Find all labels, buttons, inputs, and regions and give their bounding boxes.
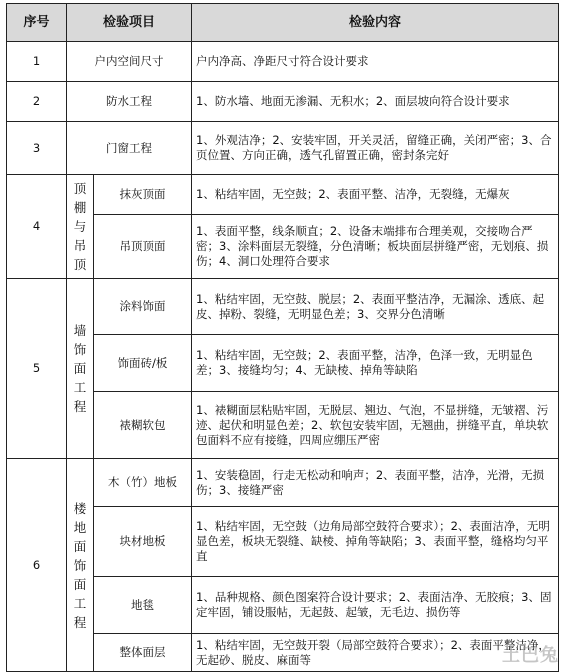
row-number: 1 [7,42,67,82]
sub-item-name: 饰面砖/板 [94,335,192,392]
sub-item-name: 地毯 [94,577,192,634]
row-number: 6 [7,459,67,672]
inspection-table [6,3,559,672]
group-label: 楼地面饰面工程 [67,459,94,672]
sub-item-content: 1、粘结牢固，无空鼓、脱层；2、表面平整洁净，无漏涂、透底、起皮、掉粉、裂缝，无明显色差；3、交界分色清晰 [192,279,559,335]
sub-item-content: 1、表面平整，线条顺直；2、设备末端排布合理美观，交接吻合严密；3、涂料面层无裂缝，分色清晰；板块面层拼缝严密，无划痕、损伤；4、洞口处理符合要求 [192,215,559,279]
row-number: 5 [7,279,67,459]
table-row [7,42,559,82]
item-content: 户内净高、净距尺寸符合设计要求 [192,42,559,82]
table-row [7,279,559,335]
item-name: 防水工程 [67,82,192,122]
item-content: 1、防水墙、地面无渗漏、无积水；2、面层坡向符合设计要求 [192,82,559,122]
group-label: 墙饰面工程 [67,279,94,459]
table-row [7,175,559,215]
sub-item-content: 1、粘结牢固，无空鼓（边角局部空鼓符合要求）；2、表面洁净，无明显色差，板块无裂缝、缺棱、掉角等缺陷；3、表面平整，缝格均匀平直 [192,507,559,577]
header-item: 检验项目 [67,4,192,42]
table-row [7,459,559,507]
item-content: 1、外观洁净；2、安装牢固，开关灵活，留缝正确，关闭严密；3、合页位置、方向正确，透气孔留置正确，密封条完好 [192,122,559,175]
sub-item-content: 1、裱糊面层粘贴牢固，无脱层、翘边、气泡，不显拼缝，无皱褶、污迹、起伏和明显色差；2、软包安装牢固，无翘曲，拼缝平直，单块软包面料不应有接缝，四周应绷压严密 [192,392,559,459]
sub-item-content: 1、粘结牢固，无空鼓开裂（局部空鼓符合要求）；2、表面平整洁净，无起砂、脱皮、麻面等 [192,634,559,672]
sub-item-name: 木（竹）地板 [94,459,192,507]
sub-item-content: 1、粘结牢固，无空鼓；2、表面平整、洁净，无裂缝，无爆灰 [192,175,559,215]
row-number: 3 [7,122,67,175]
row-number: 4 [7,175,67,279]
sub-item-name: 块材地板 [94,507,192,577]
sub-item-content: 1、安装稳固，行走无松动和响声；2、表面平整，洁净，光滑，无损伤；3、接缝严密 [192,459,559,507]
sub-item-name: 整体面层 [94,634,192,672]
sub-item-name: 抹灰顶面 [94,175,192,215]
row-number: 2 [7,82,67,122]
sub-item-content: 1、品种规格、颜色图案符合设计要求；2、表面洁净、无胶痕；3、固定牢固，铺设服帖，无起鼓、起皱，无毛边、损伤等 [192,577,559,634]
header-content: 检验内容 [192,4,559,42]
item-name: 门窗工程 [67,122,192,175]
sub-item-name: 吊顶顶面 [94,215,192,279]
sub-item-name: 涂料饰面 [94,279,192,335]
watermark-logo: 土巴兔 [502,645,559,666]
sub-item-content: 1、粘结牢固，无空鼓；2、表面平整，洁净，色泽一致，无明显色差；3、接缝均匀；4、无缺棱、掉角等缺陷 [192,335,559,392]
header-no: 序号 [7,4,67,42]
sub-item-name: 裱糊软包 [94,392,192,459]
group-label: 顶棚与吊顶 [67,175,94,279]
header-row [7,4,559,42]
table-row [7,82,559,122]
table-row [7,122,559,175]
item-name: 户内空间尺寸 [67,42,192,82]
